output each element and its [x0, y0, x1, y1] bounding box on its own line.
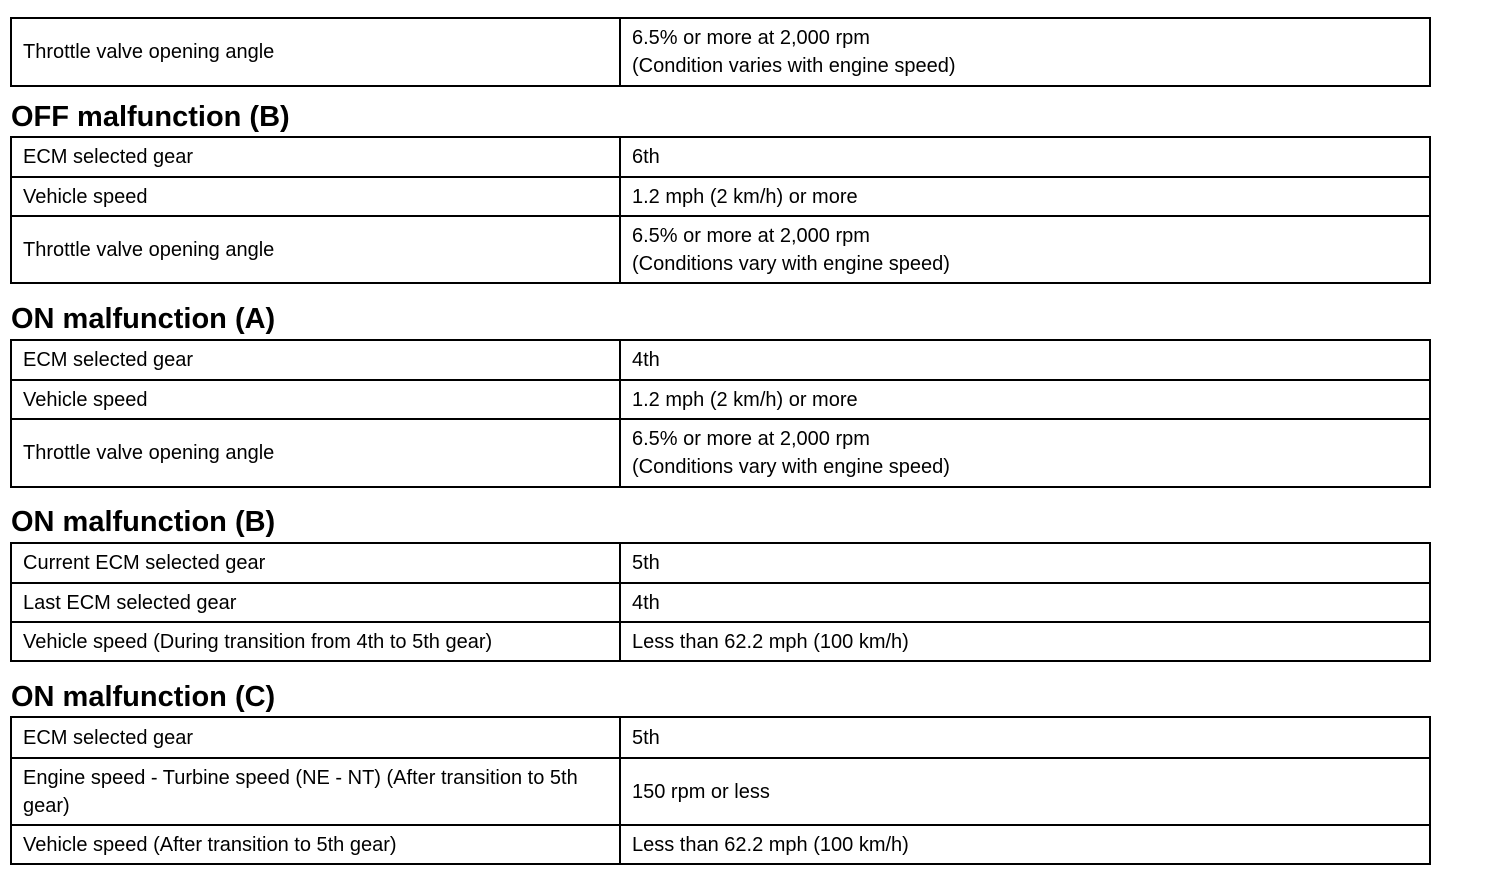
section-heading: ON malfunction (C) — [11, 681, 276, 713]
value-cell: 6th — [620, 137, 1430, 177]
condition-cell: Current ECM selected gear — [11, 543, 620, 583]
section-heading: ON malfunction (B) — [11, 506, 276, 538]
condition-cell: Vehicle speed — [11, 177, 620, 216]
value-cell — [620, 419, 1430, 487]
value-cell: 1.2 mph (2 km/h) or more — [620, 380, 1430, 419]
condition-cell: Vehicle speed (After transition to 5th gear) — [11, 825, 620, 864]
value-line: (Conditions vary with engine speed) — [632, 456, 950, 478]
value-cell: 4th — [620, 583, 1430, 622]
value-line: (Condition varies with engine speed) — [632, 55, 956, 77]
table-row — [11, 380, 1430, 419]
value-line: 6.5% or more at 2,000 rpm — [632, 428, 870, 450]
table-row — [11, 18, 1430, 86]
section-heading: OFF malfunction (B) — [11, 101, 290, 133]
value-line: 6.5% or more at 2,000 rpm — [632, 27, 870, 49]
table-row — [11, 543, 1430, 583]
condition-table — [10, 339, 1431, 488]
condition-cell: Last ECM selected gear — [11, 583, 620, 622]
condition-cell: Vehicle speed — [11, 380, 620, 419]
condition-cell: ECM selected gear — [11, 137, 620, 177]
table-row — [11, 717, 1430, 758]
section-heading: ON malfunction (A) — [11, 303, 276, 335]
table-row — [11, 825, 1430, 864]
value-cell: 150 rpm or less — [620, 758, 1430, 825]
table-row — [11, 340, 1430, 380]
value-cell — [620, 18, 1430, 86]
value-cell: 5th — [620, 717, 1430, 758]
condition-cell: Throttle valve opening angle — [11, 216, 620, 283]
value-cell: 5th — [620, 543, 1430, 583]
value-cell: 4th — [620, 340, 1430, 380]
table-row — [11, 137, 1430, 177]
condition-table — [10, 136, 1431, 284]
condition-table-continued — [10, 17, 1431, 87]
table-row — [11, 216, 1430, 283]
condition-cell: Engine speed - Turbine speed (NE - NT) (After transition to 5th gear) — [11, 758, 620, 825]
value-cell: 1.2 mph (2 km/h) or more — [620, 177, 1430, 216]
value-cell: Less than 62.2 mph (100 km/h) — [620, 825, 1430, 864]
table-row — [11, 758, 1430, 825]
condition-cell: Throttle valve opening angle — [11, 18, 620, 86]
condition-table — [10, 716, 1431, 865]
value-cell: Less than 62.2 mph (100 km/h) — [620, 622, 1430, 661]
condition-cell: Throttle valve opening angle — [11, 419, 620, 487]
condition-table — [10, 542, 1431, 662]
value-cell — [620, 216, 1430, 283]
table-row — [11, 419, 1430, 487]
table-row — [11, 622, 1430, 661]
condition-cell: ECM selected gear — [11, 717, 620, 758]
value-line: 6.5% or more at 2,000 rpm — [632, 224, 870, 247]
table-row — [11, 177, 1430, 216]
table-row — [11, 583, 1430, 622]
condition-cell: ECM selected gear — [11, 340, 620, 380]
value-line: (Conditions vary with engine speed) — [632, 252, 950, 275]
condition-cell: Vehicle speed (During transition from 4th to 5th gear) — [11, 622, 620, 661]
